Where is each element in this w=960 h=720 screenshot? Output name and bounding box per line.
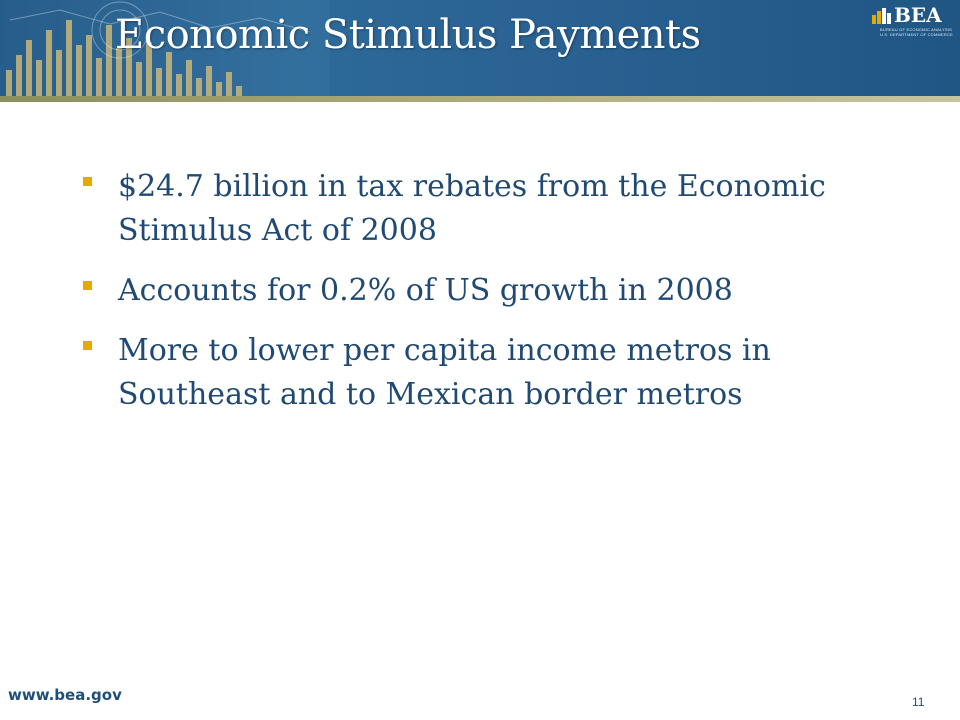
bea-logo-mark-icon <box>872 6 892 24</box>
bea-logo <box>872 3 953 40</box>
bullet-list <box>83 165 883 433</box>
bullet-item <box>83 165 883 253</box>
page-number: 11 <box>912 695 925 709</box>
bullet-text: More to lower per capita income metros in Southeast and to Mexican border metros <box>118 333 771 412</box>
bullet-text: $24.7 billion in tax rebates from the Economic Stimulus Act of 2008 <box>118 169 826 248</box>
bullet-text: Accounts for 0.2% of US growth in 2008 <box>118 273 733 308</box>
bullet-square-icon <box>83 177 92 186</box>
header-banner <box>0 0 960 102</box>
header-accent-stripe <box>0 96 960 102</box>
bea-logo-text: BEA <box>894 3 942 27</box>
bea-logo-subtext-line-2: U.S. DEPARTMENT OF COMMERCE <box>880 32 953 37</box>
bullet-item <box>83 329 883 417</box>
bea-logo-subtext-line-1: BUREAU OF ECONOMIC ANALYSIS <box>880 27 953 32</box>
bea-logo-subtext <box>880 27 952 37</box>
footer-url-link[interactable]: www.bea.gov <box>8 686 122 704</box>
bullet-square-icon <box>83 341 92 350</box>
bullet-item <box>83 269 883 313</box>
bullet-square-icon <box>83 281 92 290</box>
slide-title: Economic Stimulus Payments <box>115 12 701 58</box>
